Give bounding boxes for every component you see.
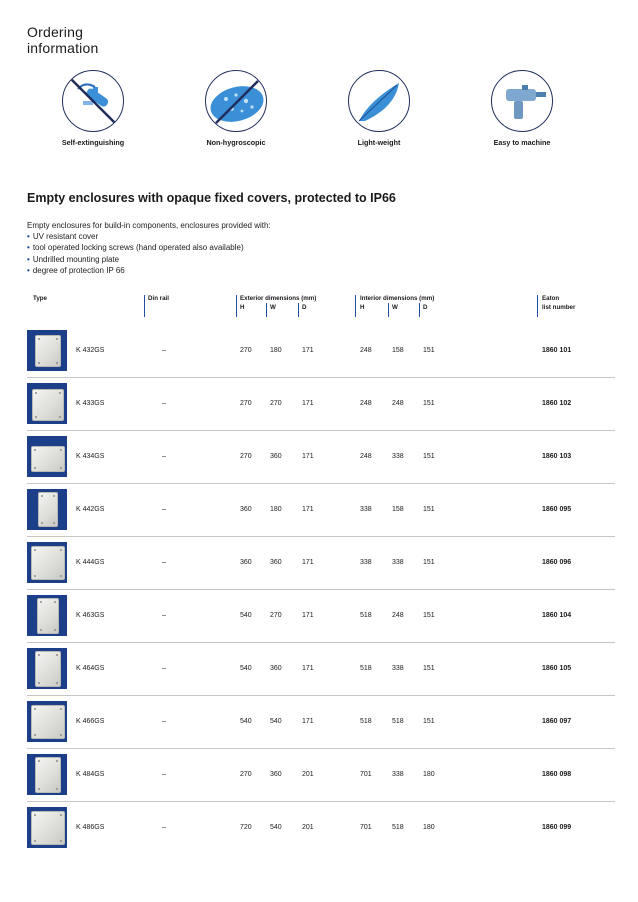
cell-type: K 442GS bbox=[76, 506, 105, 513]
bullet-item: • Undrilled mounting plate bbox=[27, 254, 120, 264]
cell-int-h: 338 bbox=[360, 506, 372, 513]
cell-din: – bbox=[162, 506, 166, 513]
table-row bbox=[27, 378, 615, 431]
cell-int-h: 518 bbox=[360, 612, 372, 619]
cell-int-d: 180 bbox=[423, 824, 435, 831]
cell-ext-d: 201 bbox=[302, 824, 314, 831]
header-divider bbox=[144, 295, 145, 317]
table-row bbox=[27, 696, 615, 749]
header-divider bbox=[419, 303, 420, 317]
cell-ext-w: 180 bbox=[270, 506, 282, 513]
table-row bbox=[27, 431, 615, 484]
cell-din: – bbox=[162, 824, 166, 831]
feather-icon bbox=[348, 70, 410, 132]
cell-int-h: 248 bbox=[360, 400, 372, 407]
cell-list-number: 1860 103 bbox=[542, 453, 572, 460]
cell-din: – bbox=[162, 665, 166, 672]
cell-list-number: 1860 095 bbox=[542, 506, 572, 513]
cell-int-h: 701 bbox=[360, 771, 372, 778]
cell-int-w: 158 bbox=[392, 347, 404, 354]
cell-int-w: 248 bbox=[392, 400, 404, 407]
cell-ext-d: 171 bbox=[302, 347, 314, 354]
table-row bbox=[27, 802, 615, 855]
header-din-rail: Din rail bbox=[148, 295, 169, 302]
header-divider bbox=[355, 295, 356, 317]
header-ext-h: H bbox=[240, 304, 245, 311]
table-row bbox=[27, 590, 615, 643]
cell-int-h: 701 bbox=[360, 824, 372, 831]
sponge-crossed-icon bbox=[205, 70, 267, 132]
header-divider bbox=[266, 303, 267, 317]
intro-text: Empty enclosures for build-in components, enclosures provided with: bbox=[27, 221, 271, 230]
cell-int-w: 518 bbox=[392, 824, 404, 831]
cell-ext-w: 360 bbox=[270, 665, 282, 672]
cell-ext-h: 360 bbox=[240, 506, 252, 513]
feature-label: Non-hygroscopic bbox=[206, 138, 266, 147]
header-divider bbox=[236, 295, 237, 317]
cell-int-w: 158 bbox=[392, 506, 404, 513]
enclosure-thumbnail bbox=[27, 489, 67, 530]
drill-icon bbox=[491, 70, 553, 132]
cell-int-d: 151 bbox=[423, 559, 435, 566]
header-ext-w: W bbox=[270, 304, 276, 311]
bullet-item: • tool operated locking screws (hand operated also available) bbox=[27, 243, 244, 253]
enclosure-thumbnail bbox=[27, 595, 67, 636]
cell-int-w: 518 bbox=[392, 718, 404, 725]
fire-extinguisher-crossed-icon bbox=[62, 70, 124, 132]
cell-int-d: 151 bbox=[423, 665, 435, 672]
cell-ext-w: 360 bbox=[270, 559, 282, 566]
table-row bbox=[27, 749, 615, 802]
feature-easy-to-machine bbox=[462, 70, 582, 147]
cell-ext-h: 270 bbox=[240, 400, 252, 407]
feature-label: Easy to machine bbox=[493, 138, 551, 147]
cell-list-number: 1860 097 bbox=[542, 718, 572, 725]
cell-list-number: 1860 099 bbox=[542, 824, 572, 831]
cell-type: K 432GS bbox=[76, 347, 105, 354]
cell-ext-w: 540 bbox=[270, 824, 282, 831]
bullet-icon: • bbox=[27, 232, 30, 242]
header-divider bbox=[298, 303, 299, 317]
cell-int-d: 151 bbox=[423, 347, 435, 354]
table-row bbox=[27, 537, 615, 590]
enclosure-thumbnail bbox=[27, 701, 67, 742]
cell-ext-w: 360 bbox=[270, 771, 282, 778]
feature-light-weight bbox=[319, 70, 439, 147]
cell-type: K 434GS bbox=[76, 453, 105, 460]
cell-ext-d: 171 bbox=[302, 559, 314, 566]
header-list-number: list number bbox=[542, 304, 576, 311]
cell-type: K 464GS bbox=[76, 665, 105, 672]
cell-ext-h: 540 bbox=[240, 718, 252, 725]
cell-int-d: 180 bbox=[423, 771, 435, 778]
cell-ext-d: 171 bbox=[302, 506, 314, 513]
header-ext-d: D bbox=[302, 304, 307, 311]
header-int-w: W bbox=[392, 304, 398, 311]
cell-din: – bbox=[162, 453, 166, 460]
section-title: Empty enclosures with opaque fixed covers, protected to IP66 bbox=[27, 191, 396, 205]
cell-int-h: 518 bbox=[360, 718, 372, 725]
table-row bbox=[27, 484, 615, 537]
enclosure-thumbnail bbox=[27, 330, 67, 371]
feature-icons bbox=[0, 70, 638, 150]
header-eaton: Eaton bbox=[542, 295, 560, 302]
cell-list-number: 1860 101 bbox=[542, 347, 572, 354]
cell-list-number: 1860 105 bbox=[542, 665, 572, 672]
cell-int-w: 338 bbox=[392, 453, 404, 460]
header-divider bbox=[537, 295, 538, 317]
cell-int-w: 338 bbox=[392, 559, 404, 566]
header-interior: Interior dimensions (mm) bbox=[360, 295, 435, 302]
cell-list-number: 1860 104 bbox=[542, 612, 572, 619]
feature-bullets bbox=[27, 231, 271, 276]
cell-int-w: 338 bbox=[392, 771, 404, 778]
cell-ext-w: 270 bbox=[270, 612, 282, 619]
cell-ext-h: 270 bbox=[240, 453, 252, 460]
cell-ext-d: 171 bbox=[302, 665, 314, 672]
enclosure-thumbnail bbox=[27, 648, 67, 689]
header-divider bbox=[388, 303, 389, 317]
cell-int-d: 151 bbox=[423, 400, 435, 407]
cell-ext-d: 171 bbox=[302, 453, 314, 460]
cell-int-d: 151 bbox=[423, 612, 435, 619]
cell-type: K 463GS bbox=[76, 612, 105, 619]
cell-list-number: 1860 096 bbox=[542, 559, 572, 566]
cell-type: K 444GS bbox=[76, 559, 105, 566]
cell-din: – bbox=[162, 612, 166, 619]
section-intro bbox=[27, 220, 271, 276]
cell-din: – bbox=[162, 400, 166, 407]
page-title-line1: Ordering bbox=[27, 24, 84, 40]
cell-ext-h: 360 bbox=[240, 559, 252, 566]
cell-din: – bbox=[162, 771, 166, 778]
cell-list-number: 1860 098 bbox=[542, 771, 572, 778]
cell-din: – bbox=[162, 347, 166, 354]
cell-ext-d: 201 bbox=[302, 771, 314, 778]
cell-int-h: 248 bbox=[360, 347, 372, 354]
bullet-icon: • bbox=[27, 265, 30, 275]
cell-ext-w: 540 bbox=[270, 718, 282, 725]
bullet-icon: • bbox=[27, 243, 30, 253]
page-title-line2: information bbox=[27, 40, 99, 56]
table-row bbox=[27, 325, 615, 378]
enclosure-thumbnail bbox=[27, 807, 67, 848]
cell-type: K 466GS bbox=[76, 718, 105, 725]
bullet-item: • degree of protection IP 66 bbox=[27, 265, 125, 275]
feature-label: Light-weight bbox=[357, 138, 401, 147]
cell-type: K 486GS bbox=[76, 824, 105, 831]
enclosure-thumbnail bbox=[27, 436, 67, 477]
table-header bbox=[27, 295, 615, 325]
header-int-h: H bbox=[360, 304, 365, 311]
cell-list-number: 1860 102 bbox=[542, 400, 572, 407]
cell-ext-w: 180 bbox=[270, 347, 282, 354]
cell-ext-w: 360 bbox=[270, 453, 282, 460]
feature-label: Self-extinguishing bbox=[61, 138, 125, 147]
cell-type: K 433GS bbox=[76, 400, 105, 407]
enclosure-thumbnail bbox=[27, 754, 67, 795]
product-table bbox=[27, 325, 615, 855]
cell-int-w: 248 bbox=[392, 612, 404, 619]
bullet-icon: • bbox=[27, 254, 30, 264]
feature-non-hygroscopic bbox=[176, 70, 296, 147]
feature-self-extinguishing bbox=[33, 70, 153, 147]
cell-din: – bbox=[162, 559, 166, 566]
header-exterior: Exterior dimensions (mm) bbox=[240, 295, 317, 302]
cell-ext-w: 270 bbox=[270, 400, 282, 407]
enclosure-thumbnail bbox=[27, 542, 67, 583]
cell-int-d: 151 bbox=[423, 718, 435, 725]
bullet-item: • UV resistant cover bbox=[27, 232, 99, 242]
cell-ext-h: 540 bbox=[240, 665, 252, 672]
cell-ext-h: 270 bbox=[240, 771, 252, 778]
cell-type: K 484GS bbox=[76, 771, 105, 778]
cell-ext-d: 171 bbox=[302, 612, 314, 619]
cell-ext-d: 171 bbox=[302, 400, 314, 407]
cell-ext-h: 270 bbox=[240, 347, 252, 354]
cell-ext-h: 540 bbox=[240, 612, 252, 619]
header-int-d: D bbox=[423, 304, 428, 311]
header-type: Type bbox=[33, 295, 47, 302]
cell-int-d: 151 bbox=[423, 506, 435, 513]
table-row bbox=[27, 643, 615, 696]
cell-int-w: 338 bbox=[392, 665, 404, 672]
enclosure-thumbnail bbox=[27, 383, 67, 424]
cell-int-d: 151 bbox=[423, 453, 435, 460]
cell-int-h: 338 bbox=[360, 559, 372, 566]
cell-int-h: 518 bbox=[360, 665, 372, 672]
cell-int-h: 248 bbox=[360, 453, 372, 460]
cell-ext-h: 720 bbox=[240, 824, 252, 831]
page-title bbox=[27, 24, 98, 56]
cell-din: – bbox=[162, 718, 166, 725]
cell-ext-d: 171 bbox=[302, 718, 314, 725]
